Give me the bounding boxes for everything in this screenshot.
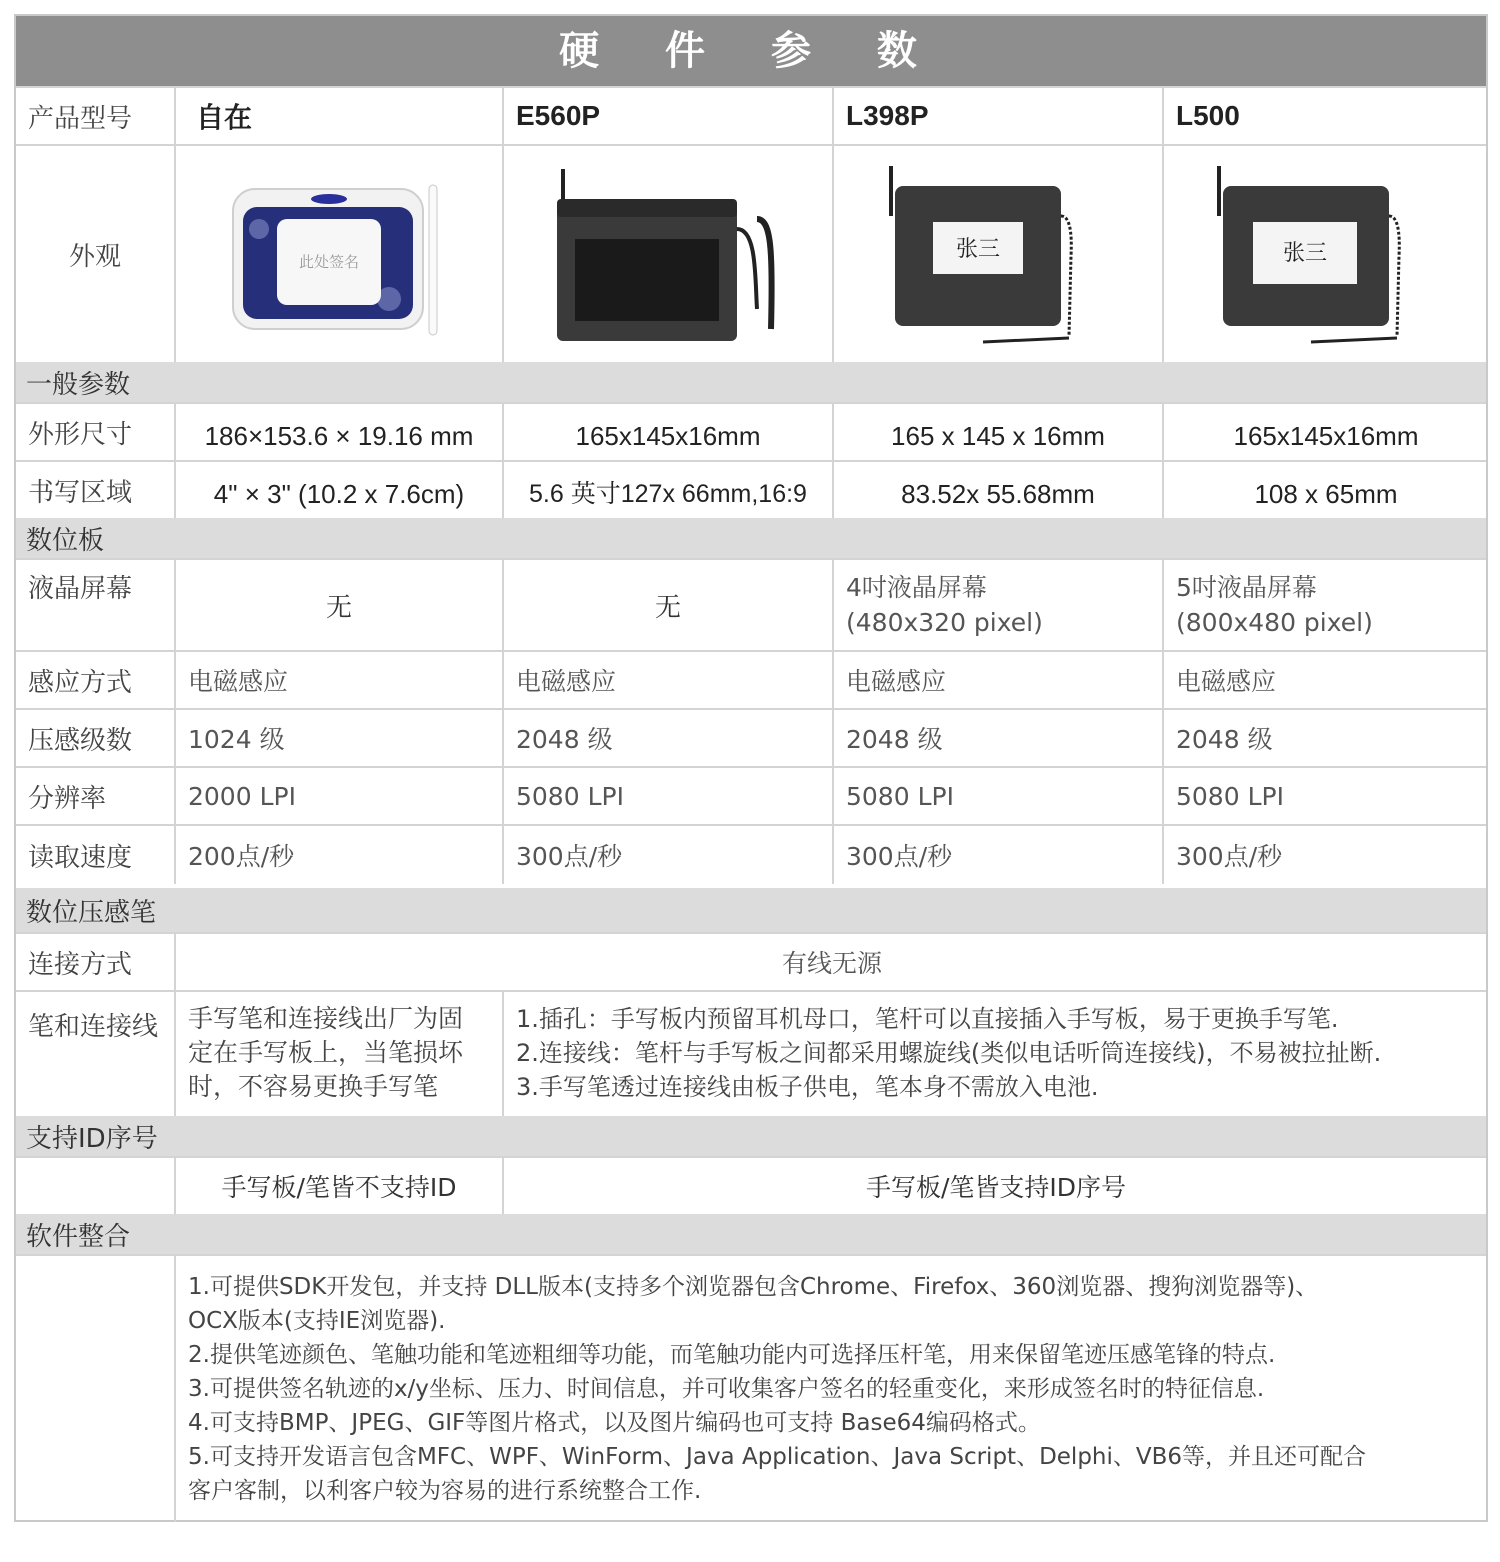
- l500-screen-text: 张三: [1282, 241, 1328, 266]
- sensing-l500: 电磁感应: [1176, 667, 1277, 696]
- pressure-l500: 2048 级: [1176, 725, 1273, 754]
- l398p-screen-text: 张三: [955, 237, 1001, 262]
- pressure-label: 压感级数: [28, 725, 133, 756]
- connect-value: 有线无源: [781, 949, 882, 978]
- appearance-row: [16, 144, 1486, 362]
- pen-cable-zizai-line-1: 手写笔和连接线出厂为固: [188, 1004, 464, 1033]
- connect-row: [16, 932, 1486, 990]
- pen-cable-zizai-line-3: 时，不容易更换手写笔: [188, 1072, 439, 1101]
- speed-zizai: 200点/秒: [188, 842, 295, 871]
- model-label: 产品型号: [28, 103, 133, 134]
- model-row: [16, 86, 1486, 144]
- device-zizai-image: [174, 146, 502, 362]
- speed-l398p: 300点/秒: [846, 842, 953, 871]
- resolution-l500: 5080 LPI: [1176, 781, 1284, 811]
- model-l398p: L398P: [846, 100, 929, 131]
- pressure-l398p: 2048 级: [846, 725, 943, 754]
- resolution-e560p: 5080 LPI: [516, 781, 624, 811]
- speed-row: [16, 824, 1486, 884]
- resolution-label: 分辨率: [28, 783, 107, 814]
- lcd-label: 液晶屏幕: [28, 574, 133, 604]
- model-l500: L500: [1176, 100, 1240, 131]
- pen-cable-label: 笔和连接线: [28, 1012, 159, 1042]
- device-l500-image: [1162, 146, 1488, 362]
- lcd-l500-pixel: (800x480 pixel): [1176, 608, 1373, 637]
- size-l500: 165x145x16mm: [1233, 421, 1419, 451]
- writing-area-row: [16, 460, 1486, 518]
- size-l398p: 165 x 145 x 16mm: [891, 421, 1105, 451]
- software-line-7: 客户客制，以利客户较为容易的进行系统整合工作.: [188, 1478, 702, 1504]
- section-general: 一般参数: [16, 362, 1486, 402]
- area-e560p: 5.6 英寸127x 66mm,16:9: [529, 480, 807, 508]
- device-e560p-image: [502, 146, 832, 362]
- pen-cable-others-line-2: 2.连接线：笔杆与手写板之间都采用螺旋线(类似电话听筒连接线)，不易被拉扯断.: [516, 1039, 1382, 1067]
- section-software: 软件整合: [16, 1214, 1486, 1254]
- lcd-l398p-size: 4吋液晶屏幕: [846, 573, 987, 602]
- resolution-l398p: 5080 LPI: [846, 781, 954, 811]
- sensing-e560p: 电磁感应: [516, 667, 617, 696]
- lcd-l398p-pixel: (480x320 pixel): [846, 608, 1043, 637]
- page-title: 硬 件 参 数: [16, 16, 1486, 86]
- writing-area-label: 书写区域: [28, 478, 133, 508]
- lcd-l500-size: 5吋液晶屏幕: [1176, 573, 1317, 602]
- pen-cable-others-line-1: 1.插孔：手写板内预留耳机母口，笔杆可以直接插入手写板，易于更换手写笔.: [516, 1005, 1339, 1033]
- software-line-1: 1.可提供SDK开发包，并支持 DLL版本(支持多个浏览器包含Chrome、Firefox、360浏览器、搜狗浏览器等)、: [188, 1274, 1319, 1300]
- resolution-zizai: 2000 LPI: [188, 781, 296, 811]
- lcd-e560p: 无: [654, 592, 681, 623]
- software-line-5: 4.可支持BMP、JPEG、GIF等图片格式，以及图片编码也可支持 Base64编码格式。: [188, 1410, 1041, 1436]
- resolution-row: [16, 766, 1486, 824]
- speed-label: 读取速度: [28, 842, 133, 873]
- spec-table: [14, 14, 1488, 1522]
- id-others: 手写板/笔皆支持ID序号: [865, 1173, 1127, 1202]
- size-label: 外形尺寸: [28, 420, 133, 450]
- software-line-6: 5.可支持开发语言包含MFC、WPF、WinForm、Java Application、Java Script、Delphi、VB6等，并且还可配合: [188, 1444, 1367, 1470]
- id-zizai: 手写板/笔皆不支持ID: [221, 1173, 457, 1202]
- zizai-screen-text: 此处签名: [298, 253, 360, 271]
- pressure-row: [16, 708, 1486, 766]
- section-pen: 数位压感笔: [16, 888, 1486, 932]
- area-l398p: 83.52x 55.68mm: [901, 479, 1095, 509]
- software-line-3: 2.提供笔迹颜色、笔触功能和笔迹粗细等功能，而笔触功能内可选择压杆笔，用来保留笔迹压感笔锋的特点.: [188, 1342, 1276, 1368]
- size-e560p: 165x145x16mm: [575, 421, 761, 451]
- connect-label: 连接方式: [28, 949, 133, 980]
- section-tablet: 数位板: [16, 518, 1486, 558]
- pen-cable-row: [16, 990, 1486, 1116]
- software-line-4: 3.可提供签名轨迹的x/y坐标、压力、时间信息，并可收集客户签名的轻重变化，来形成签名时的特征信息.: [188, 1376, 1265, 1402]
- pressure-e560p: 2048 级: [516, 725, 613, 754]
- speed-e560p: 300点/秒: [516, 842, 623, 871]
- size-zizai: 186×153.6 × 19.16 mm: [204, 421, 474, 451]
- area-zizai: 4" × 3" (10.2 x 7.6cm): [213, 479, 465, 509]
- sensing-row: [16, 650, 1486, 708]
- sensing-l398p: 电磁感应: [846, 667, 947, 696]
- size-row: [16, 402, 1486, 460]
- sensing-zizai: 电磁感应: [188, 667, 289, 696]
- software-row: [16, 1254, 1486, 1522]
- area-l500: 108 x 65mm: [1254, 479, 1398, 509]
- model-e560p: E560P: [516, 100, 601, 131]
- device-l398p-image: [832, 146, 1162, 362]
- sensing-label: 感应方式: [28, 667, 133, 698]
- lcd-row: [16, 558, 1486, 650]
- model-zizai: 自在: [196, 102, 253, 133]
- id-row: [16, 1156, 1486, 1214]
- appearance-label: 外观: [68, 241, 121, 272]
- software-line-2: OCX版本(支持IE浏览器).: [188, 1308, 446, 1334]
- pressure-zizai: 1024 级: [188, 725, 285, 754]
- pen-cable-zizai-line-2: 定在手写板上，当笔损坏: [188, 1038, 464, 1067]
- section-id: 支持ID序号: [16, 1116, 1486, 1156]
- pen-cable-others-line-3: 3.手写笔透过连接线由板子供电，笔本身不需放入电池.: [516, 1073, 1099, 1101]
- speed-l500: 300点/秒: [1176, 842, 1283, 871]
- lcd-zizai: 无: [325, 592, 352, 623]
